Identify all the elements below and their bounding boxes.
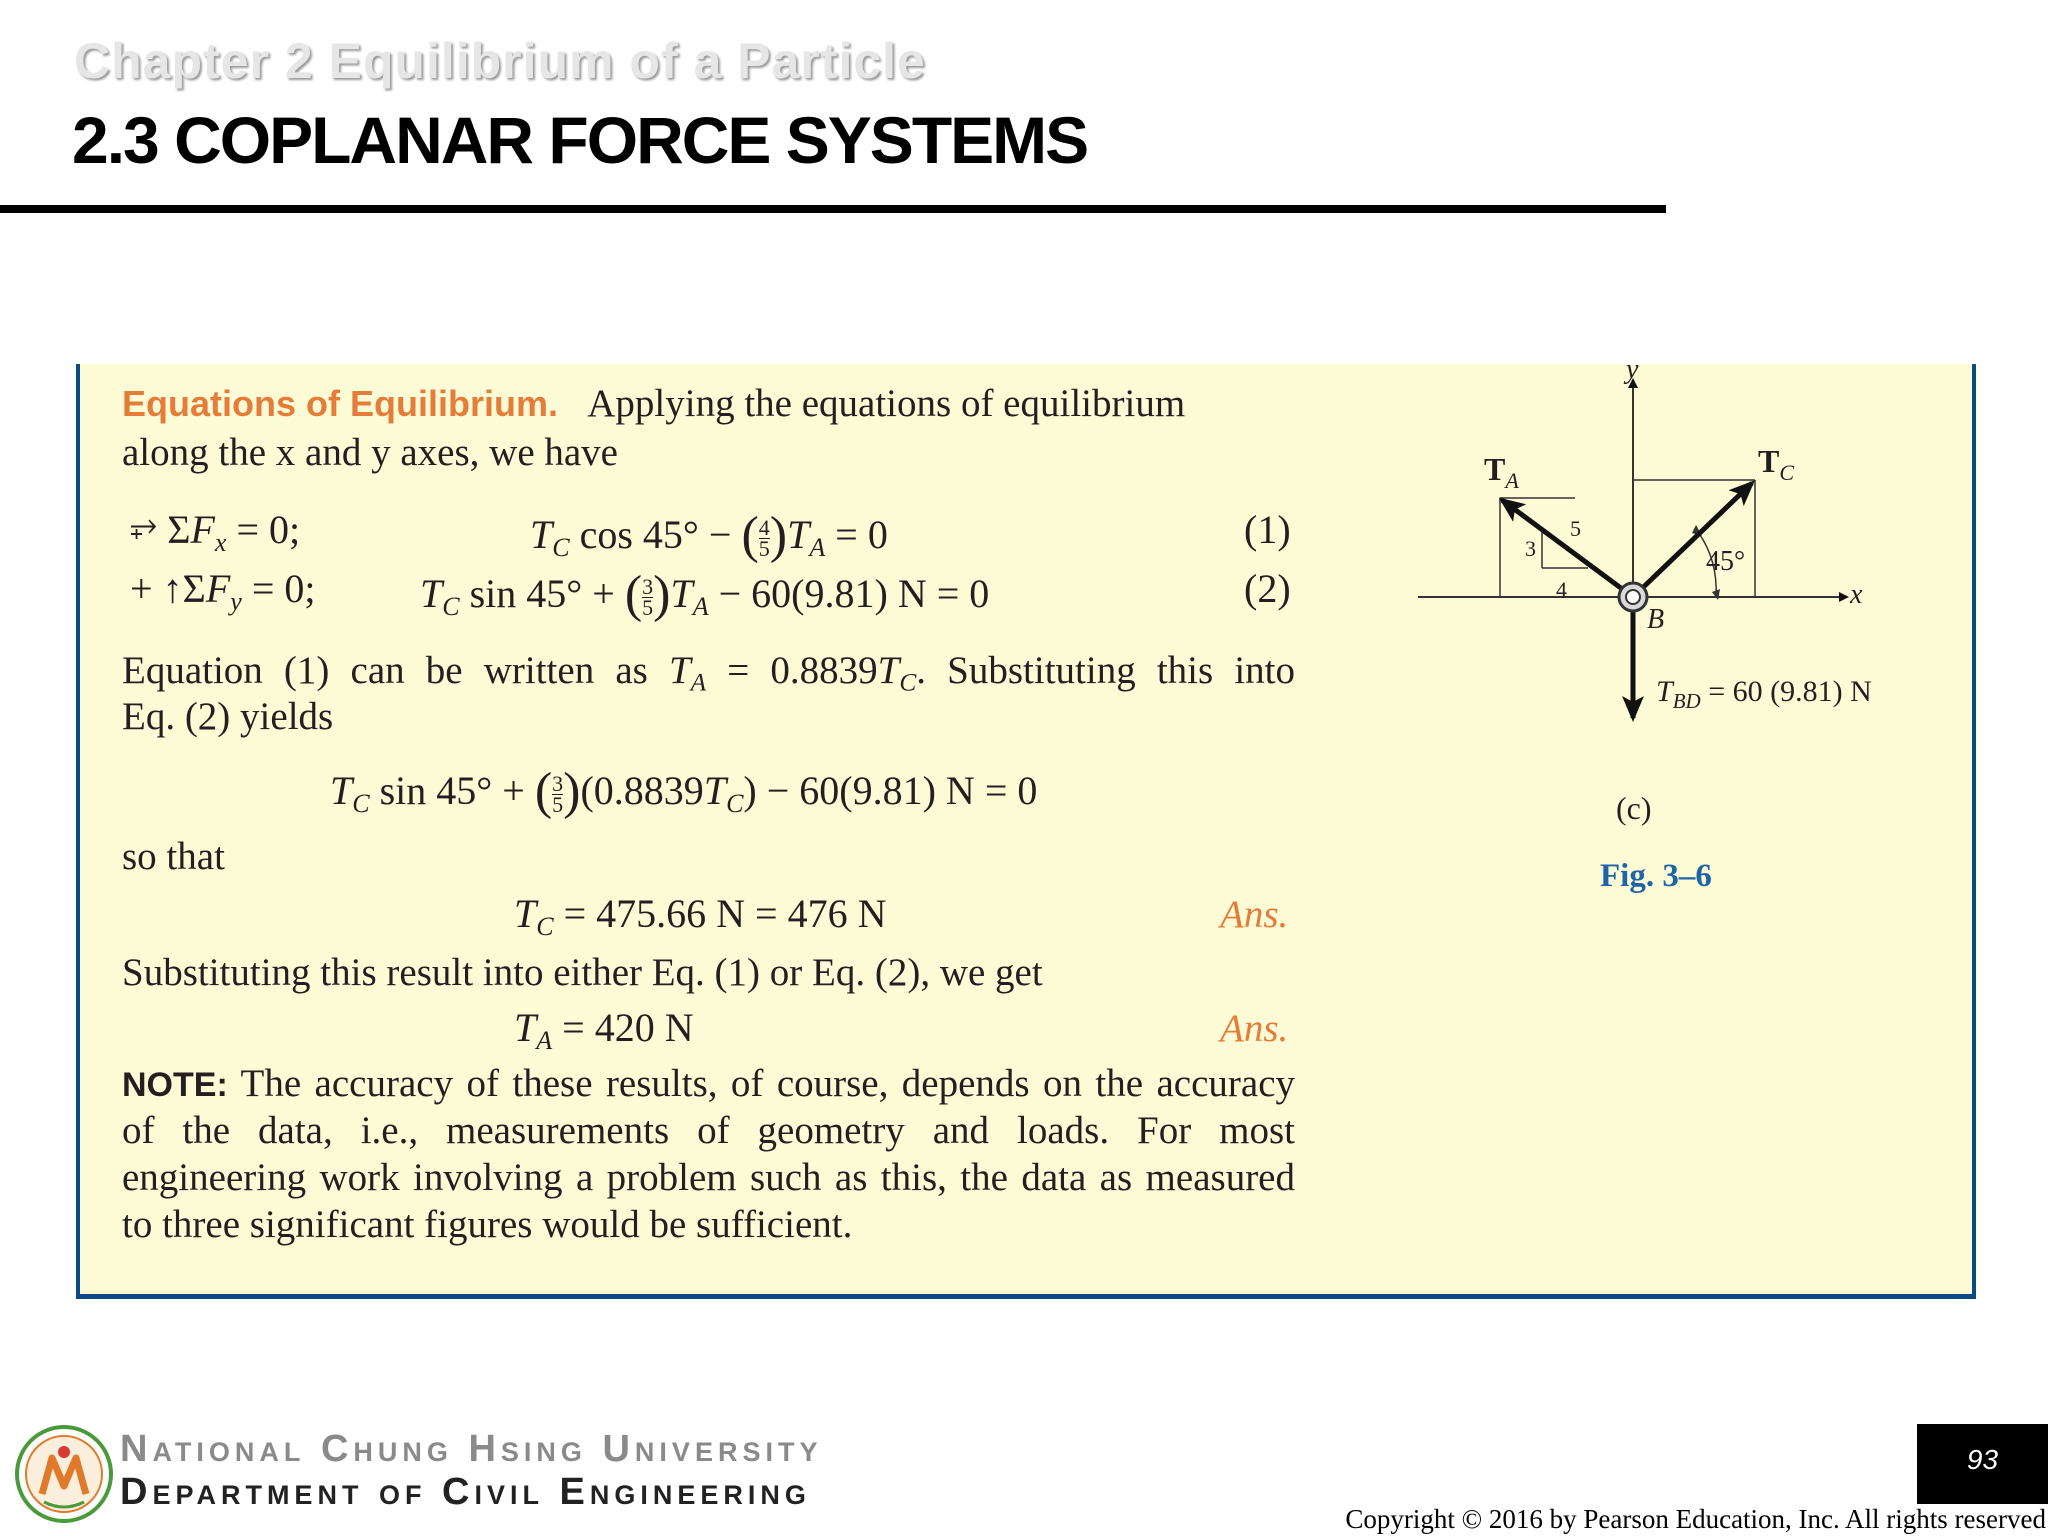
intro-line-1 <box>122 381 1185 427</box>
equation-1-expression: $T_C$ cos 45° − ( $\frac{4}{5}$ )$T_A = 0$ <box>530 507 888 564</box>
so-that-text: so that <box>122 835 225 878</box>
equation-1-number: (1) <box>1244 507 1291 552</box>
note-line-4: to three significant figures would be sufficient. <box>122 1203 853 1246</box>
paragraph-2-line-1: Equation (1) can be written as $T_A = 0.8839T_C$. Substituting this into <box>122 649 1295 697</box>
section-title: 2.3 COPLANAR FORCE SYSTEMS <box>72 103 1088 177</box>
force-ta-arrow <box>1502 500 1633 597</box>
result-tc: $T_C = 475.66$ N = 476 N <box>514 891 887 941</box>
note-line-3: engineering work involving a problem such as this, the data as measured <box>122 1156 1295 1199</box>
note-label: NOTE: <box>122 1066 228 1104</box>
subfigure-label: (c) <box>1616 790 1652 826</box>
intro-text-1: Applying the equations of equilibrium <box>587 382 1186 425</box>
page-number-box <box>1917 1424 2048 1504</box>
note-line-2: of the data, i.e., measurements of geometry and loads. For most <box>122 1109 1295 1152</box>
intro-line-2: along the x and y axes, we have <box>122 431 618 474</box>
x-axis-label: x <box>1850 579 1863 610</box>
page-number: 93 <box>1966 1444 1999 1475</box>
angle-label: 45° <box>1706 546 1746 577</box>
force-tc-label: $T_C$ <box>1758 443 1795 485</box>
university-name: National Chung Hsing University <box>120 1428 823 1470</box>
y-axis-label: y <box>1626 360 1639 385</box>
university-logo <box>14 1424 114 1524</box>
triangle-side-4: 4 <box>1556 577 1567 602</box>
force-tc-arrow <box>1633 483 1752 597</box>
triangle-side-3: 3 <box>1525 536 1536 561</box>
title-underline <box>0 205 1666 213</box>
equation-2-expression: $T_C$ sin 45° + ( $\frac{3}{5}$ )$T_A - 60(9.81)$ N = 0 <box>420 566 990 623</box>
paragraph-2-line-2: Eq. (2) yields <box>122 695 334 738</box>
equation-2-condition: + $↑\Sigma F_y = 0$; <box>130 566 316 616</box>
chapter-title: Chapter 2 Equilibrium of a Particle <box>74 33 926 89</box>
equation-3: $T_C$ sin 45° + ( $\frac{3}{5}$ )$(0.8839T_C) - 60(9.81)$ N = 0 <box>330 763 1038 820</box>
result-ta: $T_A = 420$ N <box>514 1005 694 1055</box>
paragraph-3: Substituting this result into either Eq. (1) or Eq. (2), we get <box>122 951 1043 994</box>
point-b-label: B <box>1647 604 1665 635</box>
answer-label-2: Ans. <box>1220 1007 1289 1050</box>
triangle-side-5: 5 <box>1570 516 1581 541</box>
copyright-notice: Copyright © 2016 by Pearson Education, Inc. All rights reserved <box>1345 1504 2046 1534</box>
figure-caption: Fig. 3–6 <box>1600 858 1712 894</box>
equation-1-condition: ⥅ $\Sigma F_x = 0$; <box>130 506 301 557</box>
section-heading: Equations of Equilibrium. <box>122 383 558 424</box>
department-name: Department of Civil Engineering <box>120 1471 811 1513</box>
note-line-1: NOTE: The accuracy of these results, of course, depends on the accuracy <box>122 1062 1295 1105</box>
force-ta-label: $T_A$ <box>1484 451 1519 493</box>
answer-label-1: Ans. <box>1220 893 1289 936</box>
free-body-diagram <box>1400 360 1920 740</box>
load-label: $T_{BD} = 60$ (9.81) N <box>1656 675 1872 713</box>
equation-2-number: (2) <box>1244 566 1291 611</box>
